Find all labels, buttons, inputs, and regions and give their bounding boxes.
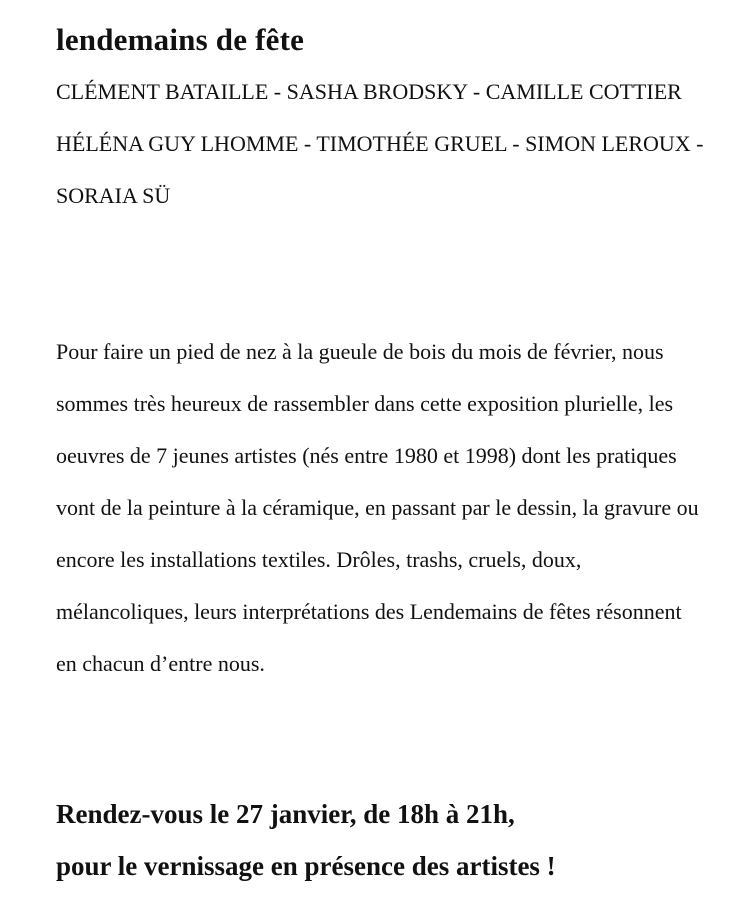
artist-line-2: HÉLÉNA GUY LHOMME - TIMOTHÉE GRUEL - SIMON LEROUX - SORAIA SÜ: [56, 131, 704, 208]
opening-invitation: [56, 788, 726, 892]
artist-line-1: CLÉMENT BATAILLE - SASHA BRODSKY - CAMILLE COTTIER: [56, 79, 682, 104]
page-title: lendemains de fête: [56, 22, 305, 57]
artist-list: [56, 66, 706, 222]
invitation-line-1: Rendez-vous le 27 janvier, de 18h à 21h,: [56, 799, 515, 829]
invitation-line-2: pour le vernissage en présence des artistes !: [56, 851, 556, 881]
exhibition-description: Pour faire un pied de nez à la gueule de bois du mois de février, nous sommes très heureux de rassembler dans cette exposition plurielle, les oeuvres de 7 jeunes artistes (nés entre 1980 et 1998) dont les pratiques vont de la peinture à la céramique, en passant par le dessin, la gravure ou encore les installations textiles. Drôles, trashs, cruels, doux, mélancoliques, leurs interprétations des Lendemains de fêtes résonnent en chacun d’entre nous.: [56, 339, 699, 676]
